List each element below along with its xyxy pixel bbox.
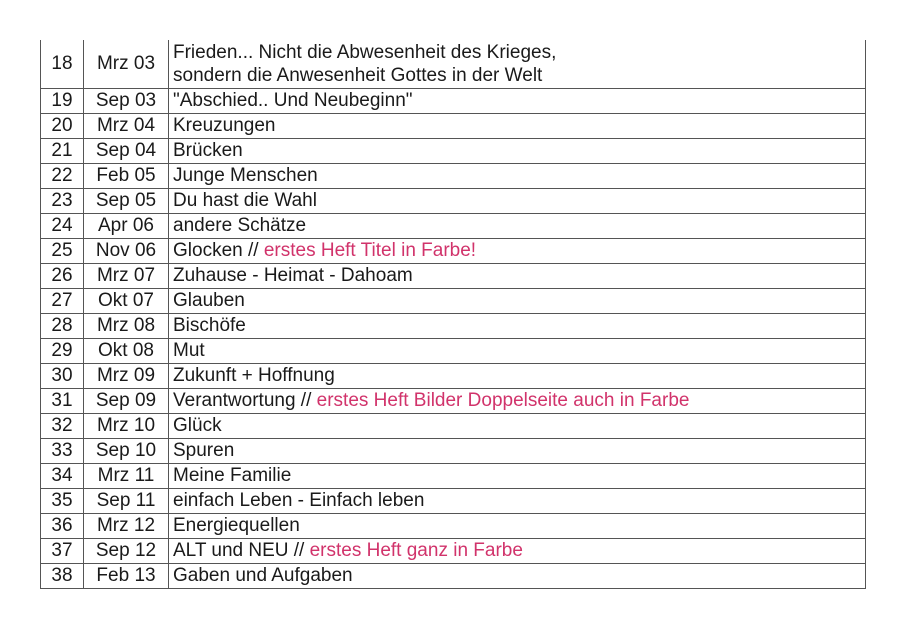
- issue-number: 22: [41, 164, 84, 189]
- issue-number: 21: [41, 139, 84, 164]
- issue-title: Brücken: [173, 140, 243, 161]
- issue-title-cell: [169, 439, 866, 464]
- issue-number: 24: [41, 214, 84, 239]
- table-row: [41, 114, 866, 139]
- issue-date: Mrz 09: [84, 364, 169, 389]
- table-row: [41, 389, 866, 414]
- issue-title-cell: [169, 564, 866, 589]
- issue-title-cell: [169, 464, 866, 489]
- issue-title: "Abschied.. Und Neubeginn": [173, 90, 413, 111]
- issue-title: Kreuzungen: [173, 115, 276, 136]
- table-row: [41, 314, 866, 339]
- issue-title: Mut: [173, 340, 205, 361]
- issue-title-cell: [169, 139, 866, 164]
- table-row: [41, 364, 866, 389]
- issue-title-cell: [169, 314, 866, 339]
- issue-date: Mrz 11: [84, 464, 169, 489]
- issue-title: Meine Familie: [173, 465, 292, 486]
- issue-title-cell: [169, 364, 866, 389]
- issue-title: Spuren: [173, 440, 235, 461]
- issue-title: Glück: [173, 415, 222, 436]
- issue-number: 36: [41, 514, 84, 539]
- issue-title-cell: [169, 414, 866, 439]
- issue-date: Feb 05: [84, 164, 169, 189]
- table-row: [41, 264, 866, 289]
- issue-date: Mrz 03: [84, 40, 169, 89]
- issue-date: Okt 08: [84, 339, 169, 364]
- issue-date: Mrz 12: [84, 514, 169, 539]
- table-row: [41, 539, 866, 564]
- issue-title: einfach Leben - Einfach leben: [173, 490, 425, 511]
- issue-title: Verantwortung //: [173, 390, 317, 411]
- table-row: [41, 464, 866, 489]
- issue-title: Gaben und Aufgaben: [173, 565, 353, 586]
- issue-date: Sep 12: [84, 539, 169, 564]
- issue-date: Sep 05: [84, 189, 169, 214]
- issue-color-note: erstes Heft ganz in Farbe: [309, 540, 523, 561]
- issue-date: Sep 04: [84, 139, 169, 164]
- issue-date: Sep 10: [84, 439, 169, 464]
- issue-number: 34: [41, 464, 84, 489]
- table-row: [41, 40, 866, 89]
- table-row: [41, 489, 866, 514]
- issue-number: 38: [41, 564, 84, 589]
- issue-title-line-2: sondern die Anwesenheit Gottes in der Welt: [173, 65, 543, 86]
- issue-title: Zuhause - Heimat - Dahoam: [173, 265, 413, 286]
- issue-number: 19: [41, 89, 84, 114]
- issue-table: [40, 40, 866, 589]
- issue-date: Mrz 04: [84, 114, 169, 139]
- issue-title: Glauben: [173, 290, 245, 311]
- issue-title-cell: [169, 489, 866, 514]
- issue-date: Sep 11: [84, 489, 169, 514]
- issue-title: Zukunft + Hoffnung: [173, 365, 335, 386]
- issue-title-cell: [169, 539, 866, 564]
- issue-color-note: erstes Heft Bilder Doppelseite auch in Farbe: [316, 390, 690, 411]
- issue-date: Mrz 08: [84, 314, 169, 339]
- issue-number: 33: [41, 439, 84, 464]
- issue-title-cell: [169, 189, 866, 214]
- table-row: [41, 339, 866, 364]
- issue-date: Okt 07: [84, 289, 169, 314]
- table-row: [41, 289, 866, 314]
- issue-title-cell: [169, 389, 866, 414]
- issue-number: 20: [41, 114, 84, 139]
- issue-title-cell: [169, 89, 866, 114]
- issue-title-cell: [169, 214, 866, 239]
- table-row: [41, 239, 866, 264]
- table-row: [41, 189, 866, 214]
- issue-title-cell: [169, 239, 866, 264]
- issue-number: 18: [41, 40, 84, 89]
- issue-number: 32: [41, 414, 84, 439]
- issue-number: 30: [41, 364, 84, 389]
- table-row: [41, 564, 866, 589]
- issue-number: 25: [41, 239, 84, 264]
- table-row: [41, 214, 866, 239]
- issue-date: Apr 06: [84, 214, 169, 239]
- table-row: [41, 89, 866, 114]
- issue-title-cell: [169, 514, 866, 539]
- issue-title: Glocken //: [173, 240, 264, 261]
- issue-title: Bischöfe: [173, 315, 246, 336]
- issue-date: Sep 09: [84, 389, 169, 414]
- issue-title: Du hast die Wahl: [173, 190, 317, 211]
- issue-title: Energiequellen: [173, 515, 300, 536]
- issue-table-body: [41, 40, 866, 589]
- table-row: [41, 514, 866, 539]
- issue-list-sheet: [40, 40, 866, 589]
- issue-number: 29: [41, 339, 84, 364]
- issue-color-note: erstes Heft Titel in Farbe!: [263, 240, 477, 261]
- issue-number: 31: [41, 389, 84, 414]
- table-row: [41, 439, 866, 464]
- issue-title-cell: [169, 339, 866, 364]
- issue-date: Feb 13: [84, 564, 169, 589]
- issue-title-cell: [169, 164, 866, 189]
- table-row: [41, 139, 866, 164]
- issue-title: andere Schätze: [173, 215, 307, 236]
- issue-title: Junge Menschen: [173, 165, 318, 186]
- issue-date: Sep 03: [84, 89, 169, 114]
- issue-date: Nov 06: [84, 239, 169, 264]
- issue-number: 23: [41, 189, 84, 214]
- issue-number: 27: [41, 289, 84, 314]
- issue-date: Mrz 07: [84, 264, 169, 289]
- issue-title: Frieden... Nicht die Abwesenheit des Krieges,: [173, 42, 557, 63]
- issue-title: ALT und NEU //: [173, 540, 310, 561]
- issue-date: Mrz 10: [84, 414, 169, 439]
- issue-number: 28: [41, 314, 84, 339]
- table-row: [41, 414, 866, 439]
- issue-number: 37: [41, 539, 84, 564]
- issue-title-cell: [169, 40, 866, 89]
- table-row: [41, 164, 866, 189]
- issue-title-cell: [169, 264, 866, 289]
- issue-number: 35: [41, 489, 84, 514]
- issue-title-cell: [169, 289, 866, 314]
- issue-number: 26: [41, 264, 84, 289]
- issue-title-cell: [169, 114, 866, 139]
